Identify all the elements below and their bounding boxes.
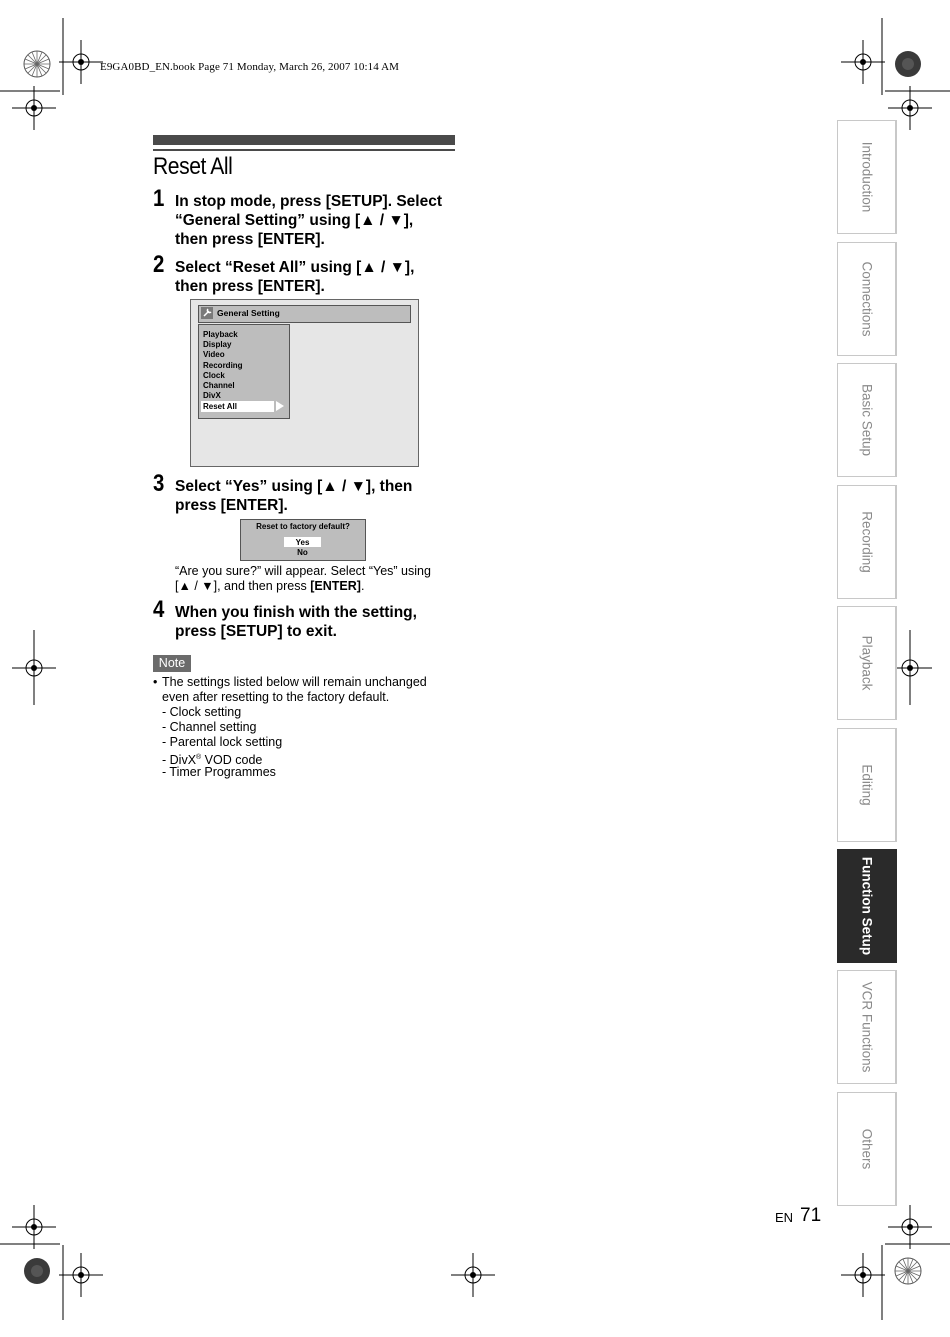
tab-connections[interactable]: Connections <box>837 242 897 356</box>
menu-item-display[interactable]: Display <box>203 340 232 349</box>
note-badge: Note <box>153 655 191 672</box>
note-item-parental-lock: - Parental lock setting <box>162 735 283 749</box>
menu-item-recording[interactable]: Recording <box>203 361 243 370</box>
menu-item-channel[interactable]: Channel <box>203 381 235 390</box>
menu-item-reset-all[interactable]: Reset All <box>203 402 237 411</box>
screen-header-label: General Setting <box>217 308 280 318</box>
note-line-1: The settings listed below will remain unchanged <box>162 675 427 689</box>
note-item-timer: - Timer Programmes <box>162 765 276 779</box>
step-3-text: Select “Yes” using [▲ / ▼], then press [ENTER]. <box>175 478 413 514</box>
page-language: EN <box>775 1210 794 1225</box>
step-3-number: 3 <box>153 470 165 497</box>
print-header: E9GA0BD_EN.book Page 71 Monday, March 26, 2007 10:14 AM <box>100 61 400 73</box>
page-title: Reset All <box>153 153 233 180</box>
menu-item-playback[interactable]: Playback <box>203 330 238 339</box>
wrench-icon <box>201 307 213 319</box>
note-item-channel: - Channel setting <box>162 720 257 734</box>
right-arrow-icon <box>276 401 284 411</box>
step-2-text: Select “Reset All” using [▲ / ▼], then press [ENTER]. <box>175 259 415 295</box>
menu-item-video[interactable]: Video <box>203 350 225 359</box>
tab-function-setup[interactable]: Function Setup <box>837 849 897 963</box>
title-rule <box>153 149 455 151</box>
tab-playback[interactable]: Playback <box>837 606 897 720</box>
step-3-note-line-1: “Are you sure?” will appear. Select “Yes” using <box>175 564 431 578</box>
title-bar <box>153 135 455 145</box>
tab-basic-setup[interactable]: Basic Setup <box>837 363 897 477</box>
note-line-2: even after resetting to the factory default. <box>162 690 390 704</box>
dialog-title: Reset to factory default? <box>256 522 350 531</box>
step-1-number: 1 <box>153 185 165 212</box>
tab-recording[interactable]: Recording <box>837 485 897 599</box>
dialog-option-yes[interactable]: Yes <box>295 538 310 547</box>
dialog-option-no[interactable]: No <box>297 548 308 557</box>
note-item-divx: - DivX® VOD code <box>162 753 263 768</box>
step-2-number: 2 <box>153 251 165 278</box>
step-1-text: In stop mode, press [SETUP]. Select “General Setting” using [▲ / ▼], then press [ENTER]. <box>175 193 443 248</box>
tab-vcr-functions[interactable]: VCR Functions <box>837 970 897 1084</box>
note-bullet: • <box>153 675 158 689</box>
tab-editing[interactable]: Editing <box>837 728 897 842</box>
note-item-clock: - Clock setting <box>162 705 242 719</box>
step-4-number: 4 <box>153 596 165 623</box>
menu-item-divx[interactable]: DivX <box>203 391 221 400</box>
menu-item-clock[interactable]: Clock <box>203 371 225 380</box>
tab-others[interactable]: Others <box>837 1092 897 1206</box>
step-4-text: When you finish with the setting, press [SETUP] to exit. <box>175 604 417 640</box>
tab-introduction[interactable]: Introduction <box>837 120 897 234</box>
step-3-note-line-2: [▲ / ▼], and then press [ENTER]. <box>175 579 365 593</box>
page-number: 71 <box>800 1205 822 1226</box>
